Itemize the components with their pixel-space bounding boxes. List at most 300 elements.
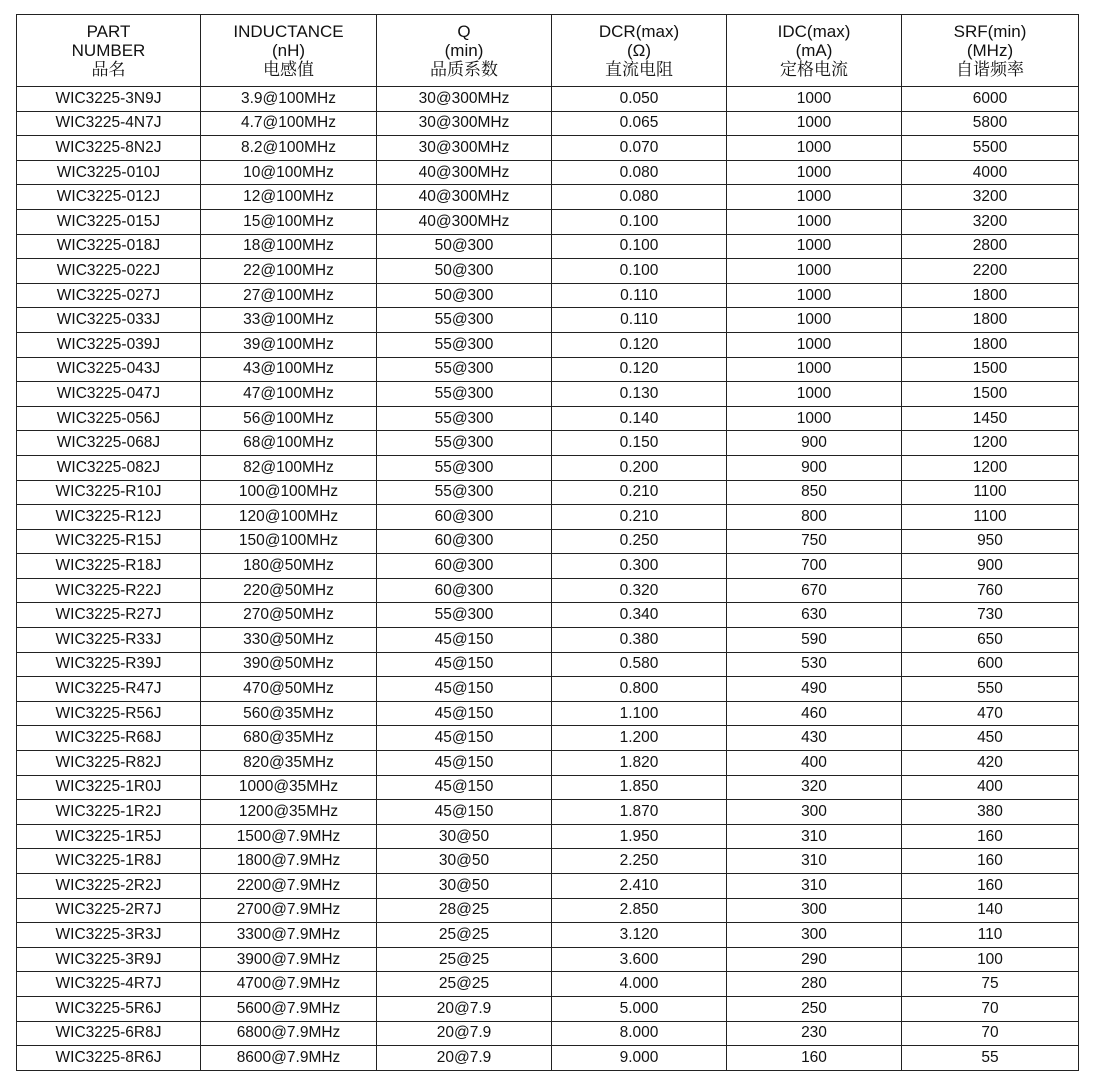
cell-inductance: 33@100MHz <box>201 308 377 333</box>
cell-srf: 760 <box>902 578 1079 603</box>
cell-idc: 1000 <box>727 332 902 357</box>
cell-srf: 550 <box>902 677 1079 702</box>
cell-srf: 730 <box>902 603 1079 628</box>
header-srf <box>902 15 1079 87</box>
cell-srf: 1200 <box>902 455 1079 480</box>
cell-part-number: WIC3225-8R6J <box>17 1046 201 1071</box>
cell-dcr: 2.410 <box>552 874 727 899</box>
cell-dcr: 0.320 <box>552 578 727 603</box>
cell-srf: 2800 <box>902 234 1079 259</box>
cell-part-number: WIC3225-012J <box>17 185 201 210</box>
table-row <box>17 578 1079 603</box>
cell-dcr: 1.820 <box>552 751 727 776</box>
cell-part-number: WIC3225-2R2J <box>17 874 201 899</box>
cell-q: 25@25 <box>377 923 552 948</box>
cell-dcr: 1.850 <box>552 775 727 800</box>
cell-inductance: 820@35MHz <box>201 751 377 776</box>
cell-dcr: 0.150 <box>552 431 727 456</box>
cell-part-number: WIC3225-R15J <box>17 529 201 554</box>
table-row <box>17 529 1079 554</box>
cell-idc: 590 <box>727 628 902 653</box>
cell-idc: 800 <box>727 505 902 530</box>
cell-idc: 1000 <box>727 283 902 308</box>
cell-srf: 100 <box>902 947 1079 972</box>
cell-q: 30@50 <box>377 874 552 899</box>
header-line: 品名 <box>91 60 126 79</box>
header-line: (Ω) <box>626 41 652 60</box>
table-row <box>17 234 1079 259</box>
cell-q: 30@50 <box>377 849 552 874</box>
cell-dcr: 0.140 <box>552 406 727 431</box>
cell-part-number: WIC3225-1R5J <box>17 824 201 849</box>
table-row <box>17 947 1079 972</box>
cell-inductance: 330@50MHz <box>201 628 377 653</box>
table-row <box>17 898 1079 923</box>
header-dcr <box>552 15 727 87</box>
cell-idc: 310 <box>727 849 902 874</box>
cell-inductance: 22@100MHz <box>201 259 377 284</box>
table-body <box>17 87 1079 1071</box>
cell-part-number: WIC3225-5R6J <box>17 996 201 1021</box>
cell-idc: 430 <box>727 726 902 751</box>
header-q <box>377 15 552 87</box>
cell-dcr: 4.000 <box>552 972 727 997</box>
cell-idc: 1000 <box>727 87 902 112</box>
cell-dcr: 0.120 <box>552 357 727 382</box>
table-row <box>17 136 1079 161</box>
table-row <box>17 431 1079 456</box>
cell-q: 55@300 <box>377 382 552 407</box>
cell-idc: 1000 <box>727 406 902 431</box>
cell-srf: 950 <box>902 529 1079 554</box>
cell-part-number: WIC3225-R47J <box>17 677 201 702</box>
table-row <box>17 111 1079 136</box>
cell-q: 28@25 <box>377 898 552 923</box>
cell-part-number: WIC3225-015J <box>17 209 201 234</box>
cell-srf: 3200 <box>902 185 1079 210</box>
cell-part-number: WIC3225-018J <box>17 234 201 259</box>
cell-dcr: 0.210 <box>552 505 727 530</box>
cell-inductance: 15@100MHz <box>201 209 377 234</box>
cell-idc: 1000 <box>727 382 902 407</box>
cell-srf: 1450 <box>902 406 1079 431</box>
cell-part-number: WIC3225-010J <box>17 160 201 185</box>
cell-idc: 1000 <box>727 209 902 234</box>
table-row <box>17 480 1079 505</box>
header-line: (MHz) <box>966 41 1014 60</box>
cell-srf: 5800 <box>902 111 1079 136</box>
table-row <box>17 357 1079 382</box>
cell-part-number: WIC3225-R39J <box>17 652 201 677</box>
cell-dcr: 5.000 <box>552 996 727 1021</box>
table-row <box>17 259 1079 284</box>
cell-dcr: 0.130 <box>552 382 727 407</box>
cell-inductance: 43@100MHz <box>201 357 377 382</box>
cell-idc: 630 <box>727 603 902 628</box>
cell-inductance: 82@100MHz <box>201 455 377 480</box>
cell-inductance: 390@50MHz <box>201 652 377 677</box>
table-row <box>17 628 1079 653</box>
cell-part-number: WIC3225-068J <box>17 431 201 456</box>
cell-idc: 850 <box>727 480 902 505</box>
cell-part-number: WIC3225-3R3J <box>17 923 201 948</box>
cell-q: 55@300 <box>377 480 552 505</box>
cell-dcr: 0.080 <box>552 160 727 185</box>
cell-srf: 1100 <box>902 505 1079 530</box>
cell-inductance: 470@50MHz <box>201 677 377 702</box>
cell-q: 50@300 <box>377 283 552 308</box>
header-line: DCR(max) <box>598 22 680 41</box>
cell-dcr: 0.120 <box>552 332 727 357</box>
cell-dcr: 0.340 <box>552 603 727 628</box>
cell-dcr: 0.580 <box>552 652 727 677</box>
cell-srf: 1800 <box>902 283 1079 308</box>
cell-inductance: 10@100MHz <box>201 160 377 185</box>
cell-inductance: 4700@7.9MHz <box>201 972 377 997</box>
table-row <box>17 160 1079 185</box>
cell-part-number: WIC3225-R56J <box>17 701 201 726</box>
header-line: 直流电阻 <box>605 60 673 79</box>
cell-inductance: 1000@35MHz <box>201 775 377 800</box>
cell-part-number: WIC3225-043J <box>17 357 201 382</box>
cell-dcr: 0.380 <box>552 628 727 653</box>
cell-inductance: 560@35MHz <box>201 701 377 726</box>
cell-srf: 400 <box>902 775 1079 800</box>
table-row <box>17 652 1079 677</box>
table-row <box>17 849 1079 874</box>
cell-dcr: 0.070 <box>552 136 727 161</box>
cell-inductance: 270@50MHz <box>201 603 377 628</box>
table-header <box>17 15 1079 87</box>
cell-srf: 3200 <box>902 209 1079 234</box>
cell-dcr: 0.250 <box>552 529 727 554</box>
cell-dcr: 0.800 <box>552 677 727 702</box>
cell-inductance: 47@100MHz <box>201 382 377 407</box>
cell-part-number: WIC3225-R27J <box>17 603 201 628</box>
header-line: Q <box>457 22 471 41</box>
header-line: 自谐频率 <box>956 60 1024 79</box>
cell-idc: 300 <box>727 923 902 948</box>
cell-inductance: 2700@7.9MHz <box>201 898 377 923</box>
cell-dcr: 8.000 <box>552 1021 727 1046</box>
cell-part-number: WIC3225-4N7J <box>17 111 201 136</box>
cell-q: 25@25 <box>377 947 552 972</box>
table-row <box>17 972 1079 997</box>
cell-part-number: WIC3225-R22J <box>17 578 201 603</box>
cell-inductance: 3900@7.9MHz <box>201 947 377 972</box>
cell-inductance: 120@100MHz <box>201 505 377 530</box>
cell-part-number: WIC3225-3N9J <box>17 87 201 112</box>
cell-part-number: WIC3225-1R8J <box>17 849 201 874</box>
header-line: INDUCTANCE <box>233 22 344 41</box>
cell-part-number: WIC3225-R82J <box>17 751 201 776</box>
cell-q: 45@150 <box>377 775 552 800</box>
cell-srf: 70 <box>902 1021 1079 1046</box>
cell-q: 60@300 <box>377 505 552 530</box>
header-part-number <box>17 15 201 87</box>
header-line: NUMBER <box>71 41 146 60</box>
cell-srf: 420 <box>902 751 1079 776</box>
cell-idc: 160 <box>727 1046 902 1071</box>
cell-inductance: 150@100MHz <box>201 529 377 554</box>
cell-dcr: 0.210 <box>552 480 727 505</box>
cell-q: 20@7.9 <box>377 1046 552 1071</box>
cell-part-number: WIC3225-1R2J <box>17 800 201 825</box>
cell-srf: 1800 <box>902 332 1079 357</box>
cell-dcr: 0.050 <box>552 87 727 112</box>
table-row <box>17 1021 1079 1046</box>
cell-dcr: 0.100 <box>552 259 727 284</box>
cell-part-number: WIC3225-6R8J <box>17 1021 201 1046</box>
cell-q: 55@300 <box>377 406 552 431</box>
cell-inductance: 27@100MHz <box>201 283 377 308</box>
table-row <box>17 554 1079 579</box>
cell-idc: 750 <box>727 529 902 554</box>
cell-part-number: WIC3225-022J <box>17 259 201 284</box>
cell-srf: 600 <box>902 652 1079 677</box>
cell-srf: 75 <box>902 972 1079 997</box>
table-row <box>17 996 1079 1021</box>
cell-srf: 1200 <box>902 431 1079 456</box>
header-line: PART <box>86 22 131 41</box>
cell-srf: 70 <box>902 996 1079 1021</box>
cell-idc: 1000 <box>727 357 902 382</box>
cell-srf: 900 <box>902 554 1079 579</box>
table-row <box>17 726 1079 751</box>
cell-idc: 250 <box>727 996 902 1021</box>
cell-inductance: 12@100MHz <box>201 185 377 210</box>
cell-q: 45@150 <box>377 701 552 726</box>
cell-idc: 300 <box>727 800 902 825</box>
cell-inductance: 3300@7.9MHz <box>201 923 377 948</box>
cell-idc: 280 <box>727 972 902 997</box>
cell-idc: 700 <box>727 554 902 579</box>
cell-idc: 530 <box>727 652 902 677</box>
cell-idc: 310 <box>727 824 902 849</box>
cell-q: 45@150 <box>377 751 552 776</box>
cell-idc: 230 <box>727 1021 902 1046</box>
cell-srf: 1800 <box>902 308 1079 333</box>
cell-idc: 1000 <box>727 185 902 210</box>
cell-q: 45@150 <box>377 652 552 677</box>
cell-idc: 490 <box>727 677 902 702</box>
cell-inductance: 56@100MHz <box>201 406 377 431</box>
header-line: SRF(min) <box>953 22 1027 41</box>
cell-idc: 1000 <box>727 136 902 161</box>
table-row <box>17 185 1079 210</box>
cell-part-number: WIC3225-8N2J <box>17 136 201 161</box>
table-row <box>17 308 1079 333</box>
cell-q: 45@150 <box>377 800 552 825</box>
cell-inductance: 8.2@100MHz <box>201 136 377 161</box>
cell-idc: 400 <box>727 751 902 776</box>
cell-q: 45@150 <box>377 726 552 751</box>
cell-srf: 4000 <box>902 160 1079 185</box>
cell-idc: 900 <box>727 455 902 480</box>
table-row <box>17 603 1079 628</box>
cell-srf: 55 <box>902 1046 1079 1071</box>
cell-srf: 450 <box>902 726 1079 751</box>
cell-dcr: 0.110 <box>552 308 727 333</box>
cell-inductance: 220@50MHz <box>201 578 377 603</box>
cell-inductance: 6800@7.9MHz <box>201 1021 377 1046</box>
cell-dcr: 1.870 <box>552 800 727 825</box>
cell-inductance: 68@100MHz <box>201 431 377 456</box>
cell-q: 60@300 <box>377 554 552 579</box>
cell-part-number: WIC3225-3R9J <box>17 947 201 972</box>
cell-inductance: 1800@7.9MHz <box>201 849 377 874</box>
cell-inductance: 1500@7.9MHz <box>201 824 377 849</box>
cell-srf: 160 <box>902 849 1079 874</box>
table-row <box>17 283 1079 308</box>
cell-q: 40@300MHz <box>377 160 552 185</box>
cell-srf: 1100 <box>902 480 1079 505</box>
cell-part-number: WIC3225-039J <box>17 332 201 357</box>
cell-inductance: 180@50MHz <box>201 554 377 579</box>
cell-srf: 6000 <box>902 87 1079 112</box>
cell-inductance: 5600@7.9MHz <box>201 996 377 1021</box>
cell-q: 55@300 <box>377 332 552 357</box>
cell-idc: 290 <box>727 947 902 972</box>
cell-dcr: 1.950 <box>552 824 727 849</box>
cell-inductance: 4.7@100MHz <box>201 111 377 136</box>
cell-q: 30@50 <box>377 824 552 849</box>
cell-q: 60@300 <box>377 529 552 554</box>
cell-inductance: 2200@7.9MHz <box>201 874 377 899</box>
cell-idc: 670 <box>727 578 902 603</box>
cell-q: 55@300 <box>377 308 552 333</box>
cell-part-number: WIC3225-056J <box>17 406 201 431</box>
cell-part-number: WIC3225-4R7J <box>17 972 201 997</box>
cell-q: 60@300 <box>377 578 552 603</box>
cell-dcr: 3.120 <box>552 923 727 948</box>
table-row <box>17 209 1079 234</box>
cell-srf: 1500 <box>902 357 1079 382</box>
cell-q: 55@300 <box>377 455 552 480</box>
cell-srf: 1500 <box>902 382 1079 407</box>
table-row <box>17 800 1079 825</box>
cell-q: 40@300MHz <box>377 185 552 210</box>
cell-dcr: 0.200 <box>552 455 727 480</box>
cell-dcr: 1.100 <box>552 701 727 726</box>
cell-srf: 2200 <box>902 259 1079 284</box>
cell-idc: 1000 <box>727 160 902 185</box>
table-row <box>17 505 1079 530</box>
header-inductance <box>201 15 377 87</box>
cell-idc: 1000 <box>727 234 902 259</box>
cell-dcr: 3.600 <box>552 947 727 972</box>
cell-q: 20@7.9 <box>377 996 552 1021</box>
cell-part-number: WIC3225-027J <box>17 283 201 308</box>
cell-q: 25@25 <box>377 972 552 997</box>
header-line: 电感值 <box>263 60 314 79</box>
cell-q: 45@150 <box>377 677 552 702</box>
cell-inductance: 680@35MHz <box>201 726 377 751</box>
cell-q: 55@300 <box>377 603 552 628</box>
header-line: IDC(max) <box>777 22 851 41</box>
table-row <box>17 923 1079 948</box>
cell-part-number: WIC3225-2R7J <box>17 898 201 923</box>
cell-q: 20@7.9 <box>377 1021 552 1046</box>
header-line: (nH) <box>271 41 306 60</box>
header-line: (min) <box>444 41 484 60</box>
cell-q: 30@300MHz <box>377 136 552 161</box>
cell-dcr: 2.250 <box>552 849 727 874</box>
cell-idc: 1000 <box>727 259 902 284</box>
cell-part-number: WIC3225-1R0J <box>17 775 201 800</box>
table-row <box>17 701 1079 726</box>
table-row <box>17 332 1079 357</box>
header-line: 定格电流 <box>780 60 848 79</box>
cell-q: 55@300 <box>377 357 552 382</box>
header-line: 品质系数 <box>430 60 498 79</box>
table-row <box>17 874 1079 899</box>
cell-q: 50@300 <box>377 234 552 259</box>
cell-idc: 310 <box>727 874 902 899</box>
cell-q: 50@300 <box>377 259 552 284</box>
cell-inductance: 39@100MHz <box>201 332 377 357</box>
cell-dcr: 0.110 <box>552 283 727 308</box>
cell-srf: 160 <box>902 824 1079 849</box>
cell-dcr: 0.100 <box>552 234 727 259</box>
table-row <box>17 87 1079 112</box>
cell-idc: 900 <box>727 431 902 456</box>
cell-inductance: 8600@7.9MHz <box>201 1046 377 1071</box>
cell-idc: 1000 <box>727 308 902 333</box>
cell-q: 45@150 <box>377 628 552 653</box>
cell-part-number: WIC3225-R33J <box>17 628 201 653</box>
cell-dcr: 0.100 <box>552 209 727 234</box>
cell-part-number: WIC3225-R10J <box>17 480 201 505</box>
cell-srf: 380 <box>902 800 1079 825</box>
table-row <box>17 406 1079 431</box>
cell-q: 30@300MHz <box>377 87 552 112</box>
cell-inductance: 18@100MHz <box>201 234 377 259</box>
table-row <box>17 751 1079 776</box>
cell-srf: 140 <box>902 898 1079 923</box>
cell-dcr: 1.200 <box>552 726 727 751</box>
table-row <box>17 677 1079 702</box>
cell-srf: 5500 <box>902 136 1079 161</box>
cell-inductance: 3.9@100MHz <box>201 87 377 112</box>
table-row <box>17 824 1079 849</box>
table-row <box>17 1046 1079 1071</box>
cell-dcr: 0.300 <box>552 554 727 579</box>
cell-srf: 470 <box>902 701 1079 726</box>
inductor-spec-table <box>16 14 1079 1071</box>
cell-idc: 460 <box>727 701 902 726</box>
cell-dcr: 0.080 <box>552 185 727 210</box>
cell-inductance: 100@100MHz <box>201 480 377 505</box>
cell-part-number: WIC3225-033J <box>17 308 201 333</box>
table-row <box>17 455 1079 480</box>
cell-part-number: WIC3225-R12J <box>17 505 201 530</box>
cell-srf: 650 <box>902 628 1079 653</box>
cell-part-number: WIC3225-R68J <box>17 726 201 751</box>
cell-idc: 300 <box>727 898 902 923</box>
cell-dcr: 0.065 <box>552 111 727 136</box>
header-idc <box>727 15 902 87</box>
cell-idc: 320 <box>727 775 902 800</box>
cell-srf: 160 <box>902 874 1079 899</box>
cell-part-number: WIC3225-R18J <box>17 554 201 579</box>
table-row <box>17 775 1079 800</box>
header-line: (mA) <box>795 41 833 60</box>
cell-q: 55@300 <box>377 431 552 456</box>
cell-part-number: WIC3225-082J <box>17 455 201 480</box>
cell-part-number: WIC3225-047J <box>17 382 201 407</box>
cell-dcr: 2.850 <box>552 898 727 923</box>
